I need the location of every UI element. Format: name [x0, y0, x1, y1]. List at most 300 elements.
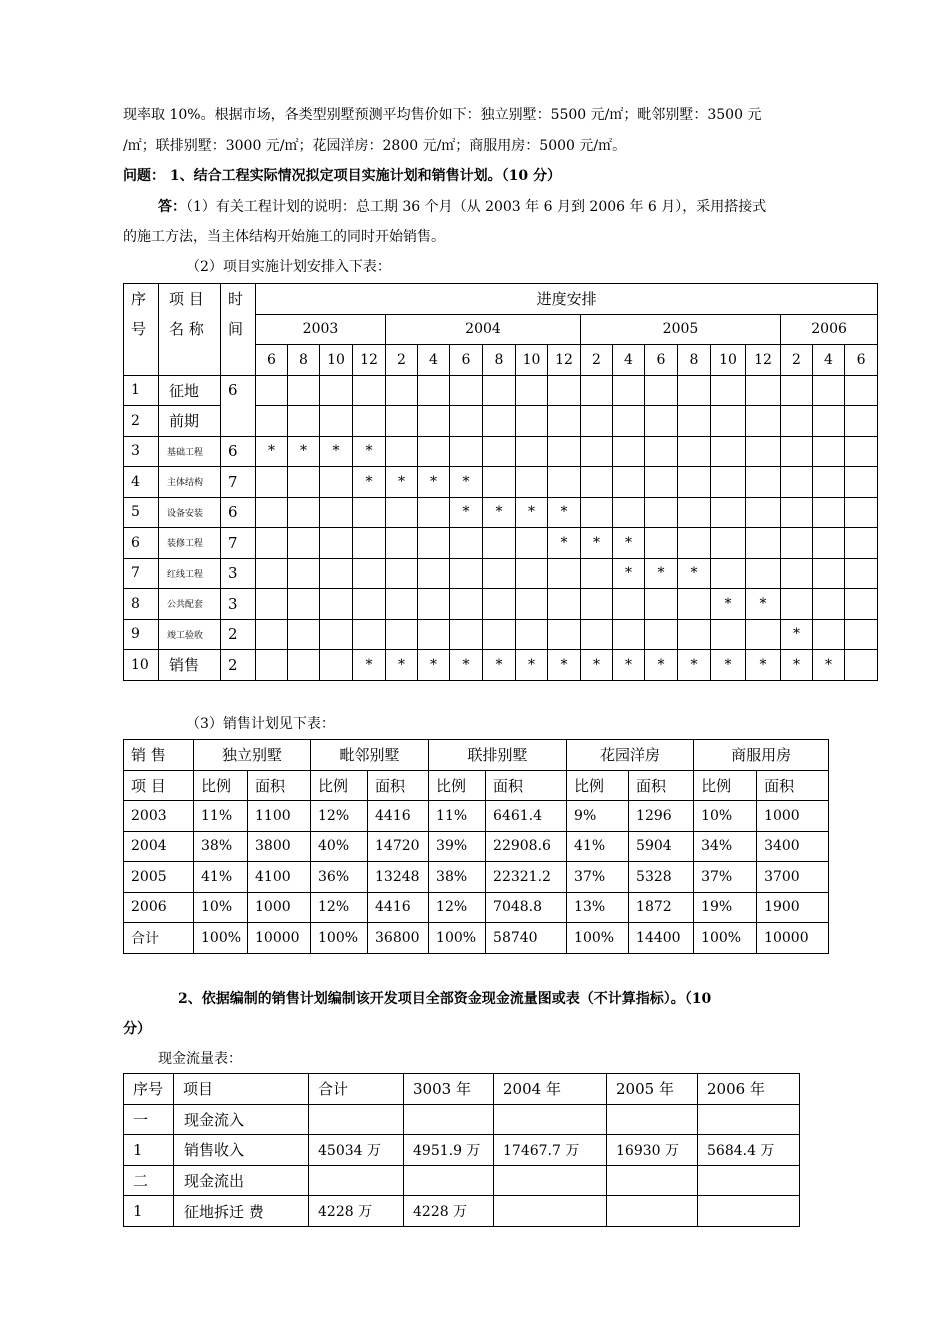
- schedule-cell: [678, 619, 711, 650]
- schedule-cell: [581, 436, 613, 467]
- schedule-cell: [386, 619, 418, 650]
- plan-table: [123, 283, 878, 681]
- schedule-cell: [645, 497, 678, 528]
- type-townhouse: 联排别墅: [429, 740, 567, 771]
- schedule-cell: [450, 436, 483, 467]
- schedule-cell: [781, 375, 813, 406]
- schedule-mark: *: [495, 656, 503, 673]
- schedule-cell: [386, 375, 418, 406]
- cash-flow-table: [123, 1073, 800, 1227]
- row-year: 合计: [124, 923, 194, 954]
- sales-cell: 36%: [311, 862, 368, 893]
- answer-line-1: [158, 197, 766, 217]
- schedule-cell: [386, 558, 418, 589]
- sales-cell: 13%: [567, 892, 629, 923]
- schedule-cell: [613, 406, 645, 437]
- header-seq: 序 号: [124, 284, 159, 376]
- schedule-cell: [746, 497, 781, 528]
- month-cell: 10: [516, 345, 548, 376]
- schedule-mark: *: [690, 565, 698, 582]
- schedule-cell: [320, 650, 353, 681]
- schedule-mark: *: [759, 595, 767, 612]
- area-header: 面积: [368, 770, 429, 801]
- header-name: 项 目 名 称: [159, 284, 221, 376]
- schedule-cell: [450, 650, 483, 681]
- cash-cell: [494, 1165, 607, 1196]
- schedule-cell: [781, 406, 813, 437]
- schedule-cell: [678, 375, 711, 406]
- schedule-cell: [256, 436, 288, 467]
- schedule-cell: [678, 589, 711, 620]
- cash-cell: 1: [124, 1196, 174, 1227]
- cash-cell: [309, 1104, 404, 1135]
- sales-cell: 10%: [194, 892, 248, 923]
- table-row: [124, 923, 829, 954]
- row-year: 2004: [124, 831, 194, 862]
- schedule-cell: [678, 467, 711, 498]
- row-number: 7: [124, 558, 159, 589]
- schedule-cell: [711, 436, 746, 467]
- sales-cell: 58740: [486, 923, 567, 954]
- schedule-cell: [813, 650, 845, 681]
- month-cell: 8: [483, 345, 516, 376]
- cash-cell: 4228 万: [404, 1196, 494, 1227]
- schedule-cell: [353, 406, 386, 437]
- month-cell: 6: [645, 345, 678, 376]
- schedule-cell: [353, 558, 386, 589]
- sales-header-top: 销 售: [124, 740, 194, 771]
- task-name: 竣工验收: [159, 619, 221, 650]
- schedule-cell: [711, 619, 746, 650]
- sales-cell: 100%: [567, 923, 629, 954]
- schedule-cell: [548, 406, 581, 437]
- schedule-cell: [483, 558, 516, 589]
- schedule-cell: [418, 619, 450, 650]
- table-row: [124, 892, 829, 923]
- column-header: 序号: [124, 1074, 174, 1105]
- schedule-cell: [581, 467, 613, 498]
- task-name: 设备安装: [159, 497, 221, 528]
- schedule-cell: [781, 497, 813, 528]
- schedule-cell: [746, 436, 781, 467]
- schedule-mark: *: [268, 443, 275, 460]
- schedule-cell: [613, 497, 645, 528]
- schedule-cell: [711, 528, 746, 559]
- cash-cell: 5684.4 万: [698, 1135, 800, 1166]
- schedule-cell: [548, 619, 581, 650]
- schedule-cell: [845, 436, 878, 467]
- sales-cell: 1296: [629, 801, 694, 832]
- schedule-cell: [256, 406, 288, 437]
- schedule-mark: *: [528, 656, 535, 673]
- schedule-cell: [613, 650, 645, 681]
- sales-cell: 10000: [248, 923, 311, 954]
- intro-line-1: 现率取 10%。根据市场，各类型别墅预测平均售价如下：独立别墅：5500 元/㎡；毗邻别墅：3500 元: [123, 107, 762, 123]
- schedule-mark: *: [759, 656, 767, 673]
- schedule-cell: [516, 375, 548, 406]
- schedule-cell: [813, 497, 845, 528]
- schedule-cell: [813, 558, 845, 589]
- schedule-cell: [813, 467, 845, 498]
- year-2005: 2005: [581, 314, 781, 345]
- schedule-cell: [386, 589, 418, 620]
- cash-cell: 一: [124, 1104, 174, 1135]
- schedule-cell: [516, 619, 548, 650]
- schedule-mark: *: [793, 656, 800, 673]
- month-cell: 10: [711, 345, 746, 376]
- schedule-cell: [483, 406, 516, 437]
- schedule-cell: [711, 650, 746, 681]
- schedule-cell: [548, 497, 581, 528]
- schedule-cell: [678, 528, 711, 559]
- table-header-row: [124, 1074, 800, 1105]
- schedule-cell: [288, 589, 320, 620]
- cash-cell: 征地拆迁 费: [174, 1196, 309, 1227]
- schedule-cell: [320, 467, 353, 498]
- schedule-cell: [548, 467, 581, 498]
- ratio-header: 比例: [567, 770, 629, 801]
- table-row: [124, 1135, 800, 1166]
- task-duration: 7: [221, 467, 256, 498]
- schedule-cell: [353, 436, 386, 467]
- schedule-mark: *: [430, 656, 437, 673]
- schedule-mark: *: [398, 656, 405, 673]
- schedule-cell: [746, 650, 781, 681]
- schedule-cell: [613, 558, 645, 589]
- schedule-cell: [256, 497, 288, 528]
- schedule-cell: [645, 650, 678, 681]
- column-header: 项目: [174, 1074, 309, 1105]
- schedule-cell: [256, 528, 288, 559]
- cash-cell: 现金流出: [174, 1165, 309, 1196]
- schedule-cell: [711, 406, 746, 437]
- sales-cell: 12%: [311, 892, 368, 923]
- schedule-cell: [645, 436, 678, 467]
- cash-cell: 45034 万: [309, 1135, 404, 1166]
- schedule-mark: *: [365, 656, 373, 673]
- schedule-cell: [711, 589, 746, 620]
- sales-cell: 1100: [248, 801, 311, 832]
- task-name: 销售: [159, 650, 221, 681]
- schedule-cell: [386, 528, 418, 559]
- schedule-cell: [418, 375, 450, 406]
- schedule-mark: *: [528, 504, 535, 521]
- ratio-header: 比例: [311, 770, 368, 801]
- cash-cell: 二: [124, 1165, 174, 1196]
- schedule-cell: [288, 650, 320, 681]
- sales-cell: 10000: [757, 923, 829, 954]
- sales-cell: 100%: [194, 923, 248, 954]
- sales-cell: 3800: [248, 831, 311, 862]
- schedule-cell: [256, 589, 288, 620]
- sales-header-bottom: 项 目: [124, 770, 194, 801]
- cash-cell: [309, 1165, 404, 1196]
- schedule-cell: [256, 375, 288, 406]
- schedule-cell: [483, 589, 516, 620]
- schedule-cell: [450, 589, 483, 620]
- task-duration: 6: [221, 436, 256, 467]
- schedule-cell: [711, 467, 746, 498]
- schedule-mark: *: [560, 656, 568, 673]
- schedule-cell: [483, 528, 516, 559]
- schedule-mark: *: [793, 626, 800, 643]
- question-1: 问题： 1、结合工程实际情况拟定项目实施计划和销售计划。（10 分）: [123, 168, 561, 184]
- plan-caption: （2）项目实施计划安排入下表：: [186, 259, 391, 275]
- schedule-cell: [581, 619, 613, 650]
- schedule-cell: [746, 528, 781, 559]
- schedule-mark: *: [462, 504, 470, 521]
- schedule-cell: [418, 406, 450, 437]
- task-name: 征地: [159, 375, 221, 406]
- sales-cell: 4416: [368, 892, 429, 923]
- schedule-cell: [450, 375, 483, 406]
- column-header: 合计: [309, 1074, 404, 1105]
- schedule-mark: *: [560, 504, 568, 521]
- schedule-cell: [781, 650, 813, 681]
- schedule-cell: [320, 619, 353, 650]
- schedule-cell: [613, 619, 645, 650]
- schedule-cell: [845, 467, 878, 498]
- schedule-cell: [386, 497, 418, 528]
- schedule-cell: [353, 589, 386, 620]
- schedule-cell: [813, 406, 845, 437]
- area-header: 面积: [486, 770, 567, 801]
- month-cell: 2: [386, 345, 418, 376]
- schedule-cell: [581, 406, 613, 437]
- row-number: 10: [124, 650, 159, 681]
- task-duration: 3: [221, 589, 256, 620]
- row-number: 9: [124, 619, 159, 650]
- schedule-cell: [288, 619, 320, 650]
- cash-cell: [698, 1104, 800, 1135]
- sales-cell: 1000: [248, 892, 311, 923]
- schedule-cell: [845, 650, 878, 681]
- task-duration: 2: [221, 650, 256, 681]
- schedule-cell: [320, 528, 353, 559]
- row-number: 5: [124, 497, 159, 528]
- answer-text-1: （1）有关工程计划的说明：总工期 36 个月（从 2003 年 6 月到 2006 年 6 月），采用搭接式: [186, 199, 767, 215]
- schedule-cell: [711, 375, 746, 406]
- column-header: 2006 年: [698, 1074, 800, 1105]
- schedule-cell: [516, 589, 548, 620]
- table-row: [124, 375, 878, 406]
- schedule-cell: [813, 589, 845, 620]
- schedule-cell: [450, 558, 483, 589]
- intro-line-2: /㎡；联排别墅：3000 元/㎡；花园洋房：2800 元/㎡；商服用房：5000 元/㎡。: [123, 138, 627, 154]
- schedule-cell: [288, 497, 320, 528]
- schedule-cell: [256, 467, 288, 498]
- schedule-cell: [613, 375, 645, 406]
- row-year: 2006: [124, 892, 194, 923]
- table-row: [124, 650, 878, 681]
- schedule-cell: [288, 375, 320, 406]
- sales-table: [123, 739, 829, 954]
- schedule-cell: [813, 375, 845, 406]
- row-year: 2005: [124, 862, 194, 893]
- sales-cell: 5904: [629, 831, 694, 862]
- schedule-cell: [386, 467, 418, 498]
- month-cell: 10: [320, 345, 353, 376]
- schedule-cell: [516, 436, 548, 467]
- area-header: 面积: [248, 770, 311, 801]
- sales-cell: 4100: [248, 862, 311, 893]
- sales-caption: （3）销售计划见下表：: [186, 716, 335, 732]
- type-commercial: 商服用房: [694, 740, 829, 771]
- schedule-mark: *: [495, 504, 503, 521]
- table-row: [124, 589, 878, 620]
- cash-cell: 4951.9 万: [404, 1135, 494, 1166]
- answer-line-2: 的施工方法，当主体结构开始施工的同时开始销售。: [123, 229, 445, 245]
- sales-cell: 3700: [757, 862, 829, 893]
- schedule-cell: [746, 467, 781, 498]
- schedule-cell: [450, 619, 483, 650]
- schedule-cell: [483, 375, 516, 406]
- sales-cell: 12%: [311, 801, 368, 832]
- task-duration: 6: [221, 375, 256, 436]
- month-cell: 6: [450, 345, 483, 376]
- sales-cell: 11%: [429, 801, 486, 832]
- schedule-cell: [386, 436, 418, 467]
- task-name: 公共配套: [159, 589, 221, 620]
- year-2004: 2004: [386, 314, 581, 345]
- month-cell: 4: [613, 345, 645, 376]
- table-row: [124, 497, 878, 528]
- month-cell: 4: [418, 345, 450, 376]
- ratio-header: 比例: [694, 770, 757, 801]
- schedule-cell: [746, 406, 781, 437]
- schedule-cell: [548, 528, 581, 559]
- sales-cell: 19%: [694, 892, 757, 923]
- schedule-cell: [548, 436, 581, 467]
- schedule-cell: [581, 528, 613, 559]
- task-duration: 7: [221, 528, 256, 559]
- area-header: 面积: [629, 770, 694, 801]
- schedule-cell: [450, 497, 483, 528]
- schedule-cell: [516, 528, 548, 559]
- schedule-cell: [320, 589, 353, 620]
- sales-cell: 41%: [567, 831, 629, 862]
- column-header: 2005 年: [607, 1074, 698, 1105]
- sales-cell: 1000: [757, 801, 829, 832]
- cash-cell: [404, 1104, 494, 1135]
- schedule-cell: [320, 558, 353, 589]
- sales-cell: 6461.4: [486, 801, 567, 832]
- schedule-cell: [845, 619, 878, 650]
- sales-cell: 38%: [194, 831, 248, 862]
- task-name: 装修工程: [159, 528, 221, 559]
- schedule-cell: [483, 619, 516, 650]
- schedule-cell: [645, 406, 678, 437]
- schedule-cell: [613, 589, 645, 620]
- sales-cell: 1900: [757, 892, 829, 923]
- sales-cell: 22908.6: [486, 831, 567, 862]
- table-row: [124, 528, 878, 559]
- cash-cell: [494, 1196, 607, 1227]
- sales-cell: 14400: [629, 923, 694, 954]
- table-row: [124, 801, 829, 832]
- sales-cell: 34%: [694, 831, 757, 862]
- schedule-cell: [386, 406, 418, 437]
- table-row: [124, 831, 829, 862]
- schedule-cell: [353, 650, 386, 681]
- month-cell: 6: [845, 345, 878, 376]
- schedule-cell: [353, 375, 386, 406]
- cash-cell: [698, 1196, 800, 1227]
- schedule-cell: [781, 436, 813, 467]
- row-number: 1: [124, 375, 159, 406]
- sales-cell: 36800: [368, 923, 429, 954]
- question-2-line-2: 分）: [123, 1021, 151, 1037]
- month-cell: 12: [353, 345, 386, 376]
- schedule-cell: [845, 406, 878, 437]
- cash-cell: [607, 1165, 698, 1196]
- schedule-cell: [613, 436, 645, 467]
- schedule-cell: [483, 650, 516, 681]
- schedule-cell: [645, 558, 678, 589]
- schedule-cell: [781, 589, 813, 620]
- month-cell: 8: [288, 345, 320, 376]
- schedule-mark: *: [462, 656, 470, 673]
- question-2-line-1: 2、依据编制的销售计划编制该开发项目全部资金现金流量图或表（不计算指标）。（10: [178, 991, 712, 1007]
- cash-caption: 现金流量表：: [158, 1051, 242, 1067]
- schedule-cell: [581, 650, 613, 681]
- schedule-mark: *: [332, 443, 340, 460]
- schedule-cell: [711, 497, 746, 528]
- schedule-cell: [678, 650, 711, 681]
- schedule-mark: *: [724, 595, 732, 612]
- month-cell: 2: [581, 345, 613, 376]
- cash-cell: [698, 1165, 800, 1196]
- schedule-mark: *: [593, 656, 600, 673]
- sales-cell: 3400: [757, 831, 829, 862]
- schedule-mark: *: [690, 656, 698, 673]
- schedule-mark: *: [625, 656, 632, 673]
- table-row: [124, 1165, 800, 1196]
- row-year: 2003: [124, 801, 194, 832]
- schedule-cell: [516, 558, 548, 589]
- schedule-mark: *: [657, 656, 665, 673]
- schedule-cell: [353, 619, 386, 650]
- schedule-cell: [320, 497, 353, 528]
- schedule-cell: [845, 497, 878, 528]
- row-number: 8: [124, 589, 159, 620]
- schedule-cell: [516, 497, 548, 528]
- cash-cell: [607, 1104, 698, 1135]
- schedule-cell: [418, 436, 450, 467]
- schedule-cell: [613, 528, 645, 559]
- column-header: 2004 年: [494, 1074, 607, 1105]
- schedule-cell: [483, 467, 516, 498]
- schedule-cell: [256, 650, 288, 681]
- sales-cell: 100%: [311, 923, 368, 954]
- schedule-cell: [711, 558, 746, 589]
- row-number: 3: [124, 436, 159, 467]
- header-time: 时 间: [221, 284, 256, 376]
- column-header: 3003 年: [404, 1074, 494, 1105]
- schedule-mark: *: [462, 473, 470, 490]
- sales-cell: 14720: [368, 831, 429, 862]
- year-2006: 2006: [781, 314, 878, 345]
- table-row: [124, 467, 878, 498]
- schedule-cell: [548, 375, 581, 406]
- sales-cell: 4416: [368, 801, 429, 832]
- schedule-mark: *: [560, 534, 568, 551]
- cash-cell: [607, 1196, 698, 1227]
- schedule-cell: [483, 497, 516, 528]
- schedule-cell: [288, 406, 320, 437]
- schedule-cell: [645, 375, 678, 406]
- schedule-cell: [678, 558, 711, 589]
